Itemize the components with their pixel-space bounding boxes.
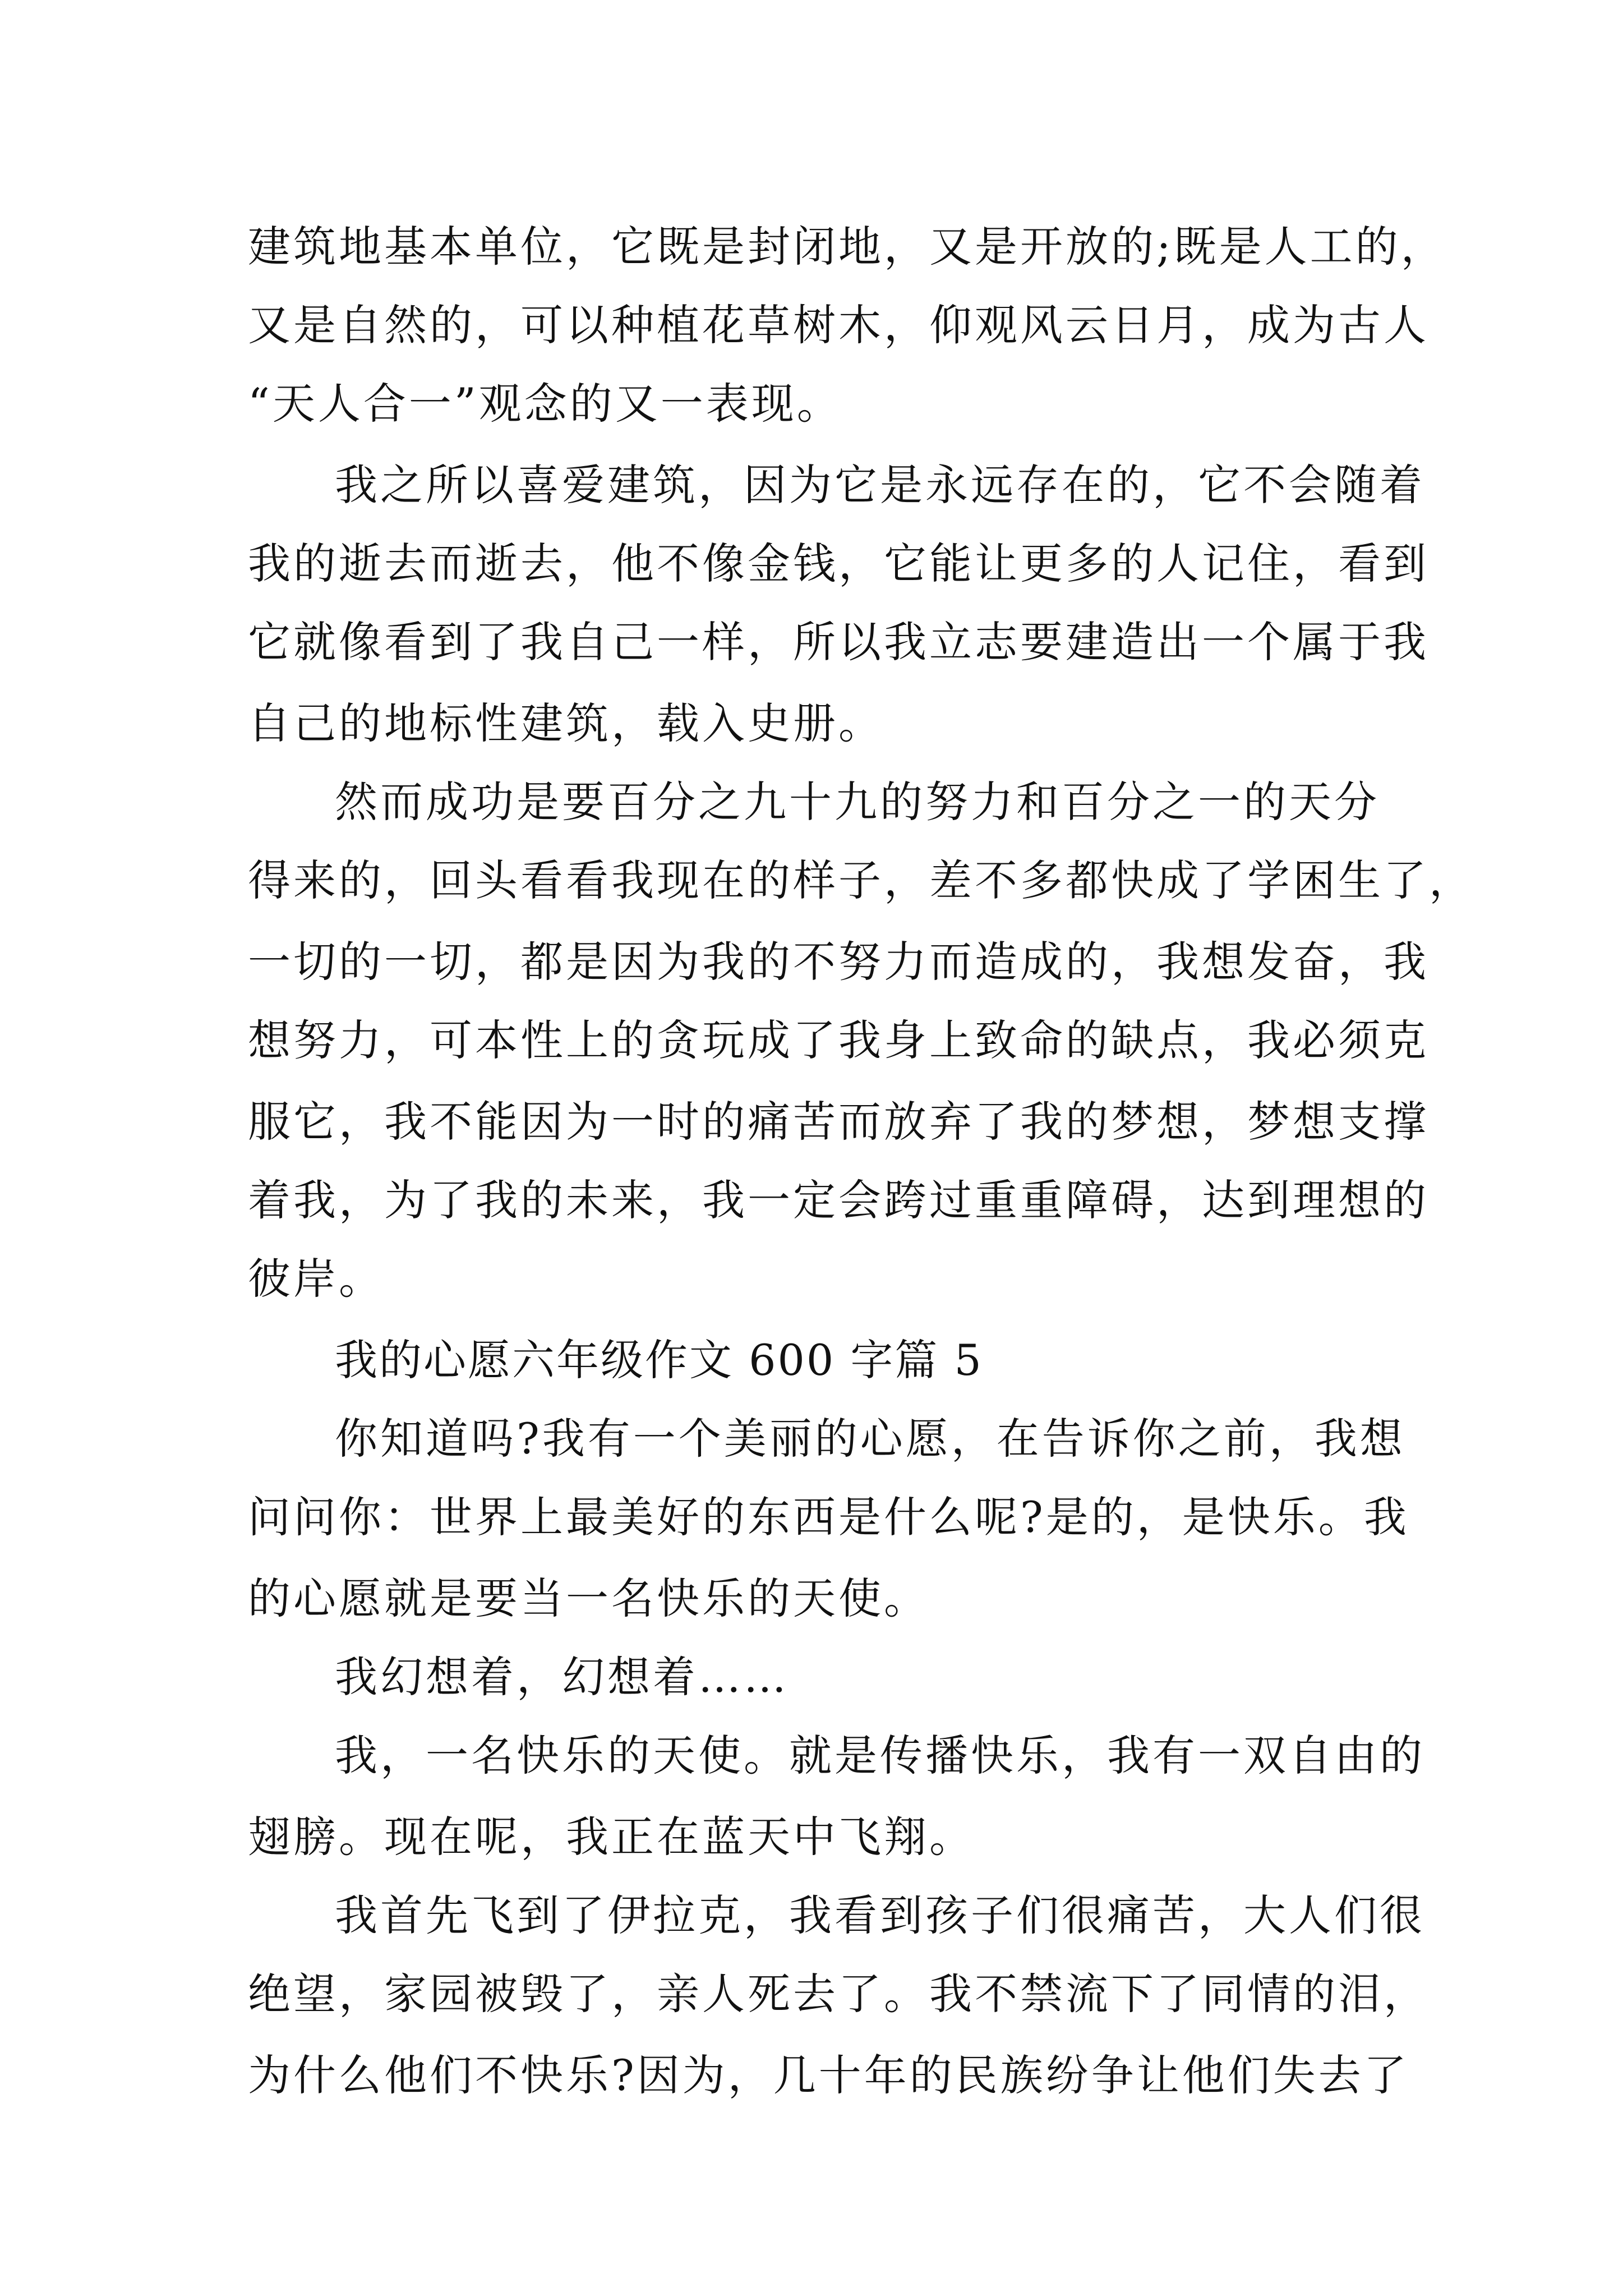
paragraph-line: 服它，我不能因为一时的痛苦而放弃了我的梦想，梦想支撑 (248, 1097, 1429, 1147)
paragraph-line: 翅膀。现在呢，我正在蓝天中飞翔。 (248, 1812, 975, 1862)
paragraph-line: 建筑地基本单位，它既是封闭地，又是开放的;既是人工的， (248, 222, 1446, 272)
paragraph-line: 自己的地标性建筑，载入史册。 (248, 698, 884, 748)
paragraph-line: 然而成功是要百分之九十九的努力和百分之一的天分 (335, 777, 1380, 827)
paragraph-line: 为什么他们不快乐?因为，几十年的民族纷争让他们失去了 (248, 2050, 1409, 2100)
paragraph-line: 我的逝去而逝去，他不像金钱，它能让更多的人记住，看到 (248, 539, 1429, 588)
paragraph-line: 我，一名快乐的天使。就是传播快乐，我有一双自由的 (335, 1731, 1425, 1780)
paragraph-line: 我幻想着，幻想着…… (335, 1652, 789, 1702)
paragraph-line: 我首先飞到了伊拉克，我看到孩子们很痛苦，大人们很 (335, 1890, 1425, 1940)
paragraph-line: “天人合一”观念的又一表现。 (248, 379, 842, 429)
section-title: 我的心愿六年级作文 600 字篇 5 (335, 1335, 983, 1385)
paragraph-line: 你知道吗?我有一个美丽的心愿，在告诉你之前，我想 (335, 1414, 1405, 1464)
paragraph-line: 我之所以喜爱建筑，因为它是永远存在的，它不会随着 (335, 460, 1425, 510)
paragraph-line: 绝望，家园被毁了，亲人死去了。我不禁流下了同情的泪， (248, 1969, 1429, 2019)
paragraph-line: 又是自然的，可以种植花草树木，仰观风云日月，成为古人 (248, 300, 1429, 350)
paragraph-line: 想努力，可本性上的贪玩成了我身上致命的缺点，我必须克 (248, 1015, 1429, 1065)
paragraph-line: 一切的一切，都是因为我的不努力而造成的，我想发奋，我 (248, 937, 1429, 987)
paragraph-line: 它就像看到了我自己一样，所以我立志要建造出一个属于我 (248, 617, 1429, 667)
paragraph-line: 彼岸。 (248, 1254, 384, 1304)
paragraph-line: 着我，为了我的未来，我一定会跨过重重障碍，达到理想的 (248, 1175, 1429, 1225)
paragraph-line: 问问你：世界上最美好的东西是什么呢?是的，是快乐。我 (248, 1492, 1409, 1542)
paragraph-line: 得来的，回头看看我现在的样子，差不多都快成了学困生了， (248, 855, 1474, 905)
paragraph-line: 的心愿就是要当一名快乐的天使。 (248, 1573, 929, 1623)
